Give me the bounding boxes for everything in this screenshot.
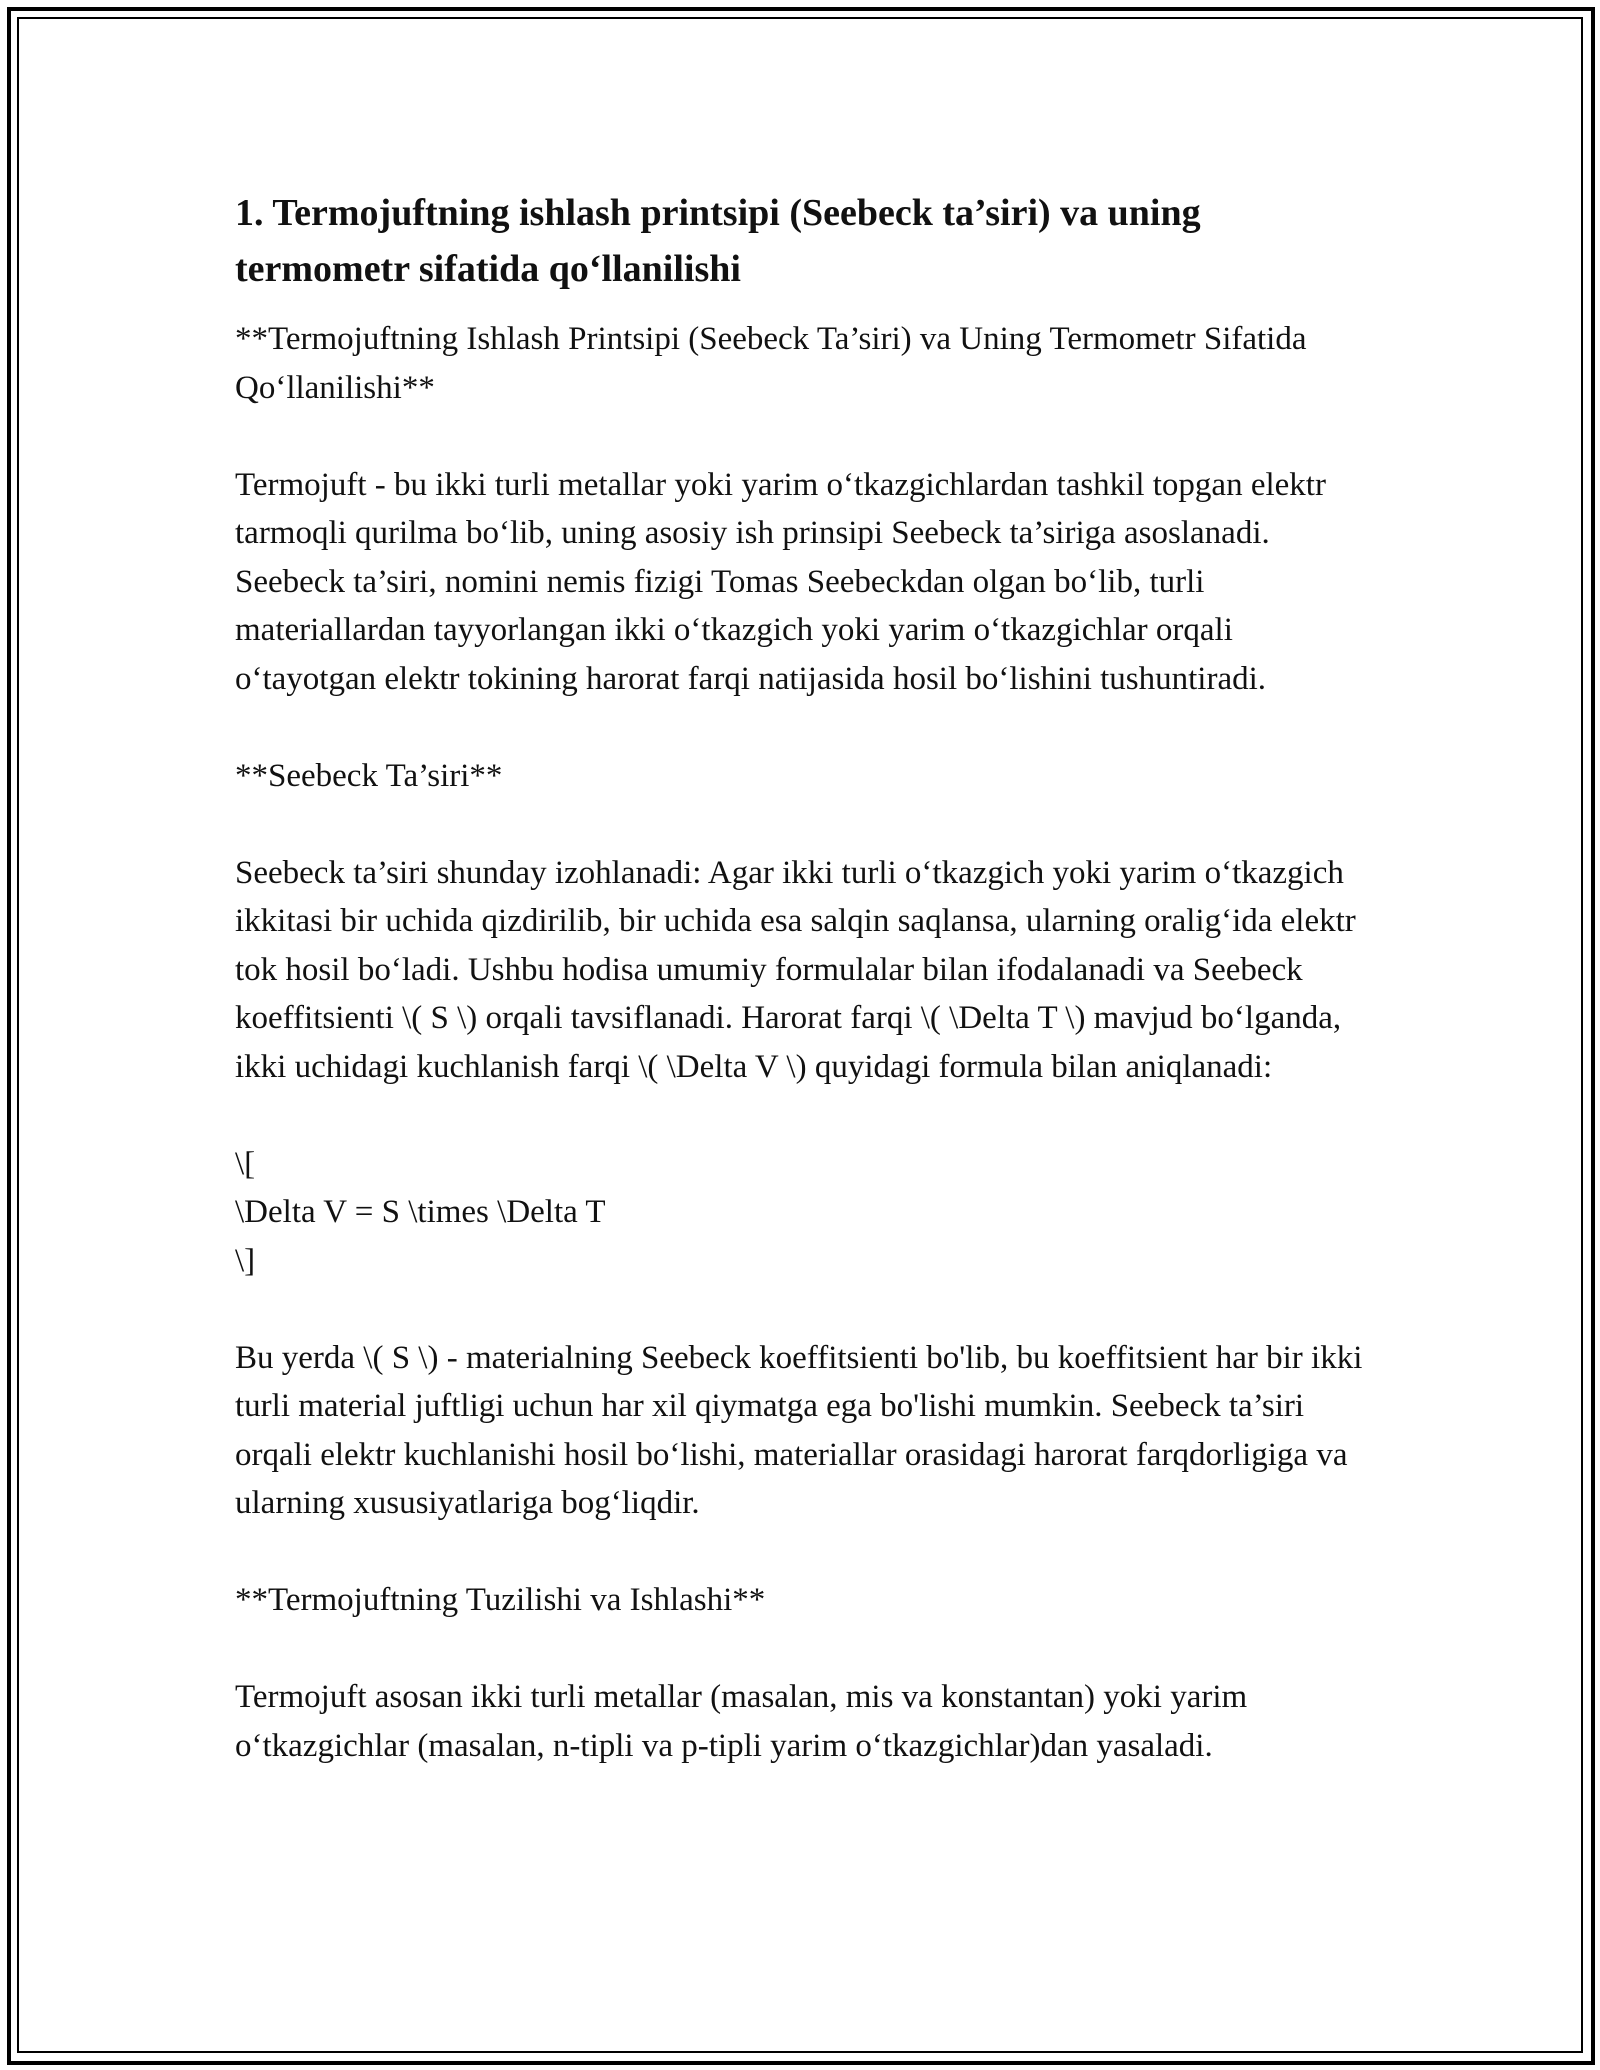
document-body bbox=[235, 185, 1375, 1819]
formula-body: \Delta V = S \times \Delta T bbox=[235, 1194, 606, 1230]
intro-paragraph: Termojuft - bu ikki turli metallar yoki yarim o‘tkazgichlardan tashkil topgan elektr tarmoqli qurilma bo‘lib, uning asosiy ish prinsipi Seebeck ta’siriga asoslanadi. Seebeck ta’siri, nomini nemis fizigi Tomas Seebeckdan olgan bo‘lib, turli materiallardan tayyorlangan ikki o‘tkazgich yoki yarim o‘tkazgichlar orqali o‘tayotgan elektr tokining harorat farqi natijasida hosil bo‘lishini tushuntiradi. bbox=[235, 466, 1335, 697]
subheading-structure: **Termojuftning Tuzilishi va Ishlashi** bbox=[235, 1582, 766, 1618]
structure-paragraph: Termojuft asosan ikki turli metallar (masalan, mis va konstantan) yoki yarim o‘tkazgichlar (masalan, n-tipli va p-tipli yarim o‘tkazgichlar)dan yasaladi. bbox=[235, 1679, 1256, 1764]
coefficient-paragraph: Bu yerda \( S \) - materialning Seebeck koeffitsienti bo'lib, bu koeffitsient har bir ikki turli material juftligi uchun har xil qiymatga ega bo'lishi mumkin. Seebeck ta’siri orqali elektr kuchlanishi hosil bo‘lishi, materiallar orasidagi harorat farqdorligiga va ularning xususiyatlariga bog‘liqdir. bbox=[235, 1339, 1371, 1521]
seebeck-explanation-paragraph: Seebeck ta’siri shunday izohlanadi: Agar ikki turli o‘tkazgich yoki yarim o‘tkazgich ikkitasi bir uchida qizdirilib, bir uchida esa salqin saqlansa, ularning oralig‘ida elektr tok hosil bo‘ladi. Ushbu hodisa umumiy formulalar bilan ifodalanadi va Seebeck koeffitsienti \( S \) orqali tavsiflanadi. Harorat farqi \( \Delta T \) mavjud bo‘lganda, ikki uchidagi kuchlanish farqi \( \Delta V \) quyidagi formula bilan aniqlanadi: bbox=[235, 854, 1365, 1085]
bold-title-paragraph: **Termojuftning Ishlash Printsipi (Seebeck Ta’siri) va Uning Termometr Sifatida Qo‘llanilishi** bbox=[235, 321, 1315, 406]
formula-open: \[ bbox=[235, 1145, 256, 1182]
formula-close: \] bbox=[235, 1242, 256, 1279]
formula-block bbox=[235, 1140, 1375, 1286]
section-heading: 1. Termojuftning ishlash printsipi (Seebeck ta’siri) va uning termometr sifatida qo‘llanilishi bbox=[235, 192, 1201, 290]
subheading-seebeck: **Seebeck Ta’siri** bbox=[235, 757, 503, 794]
